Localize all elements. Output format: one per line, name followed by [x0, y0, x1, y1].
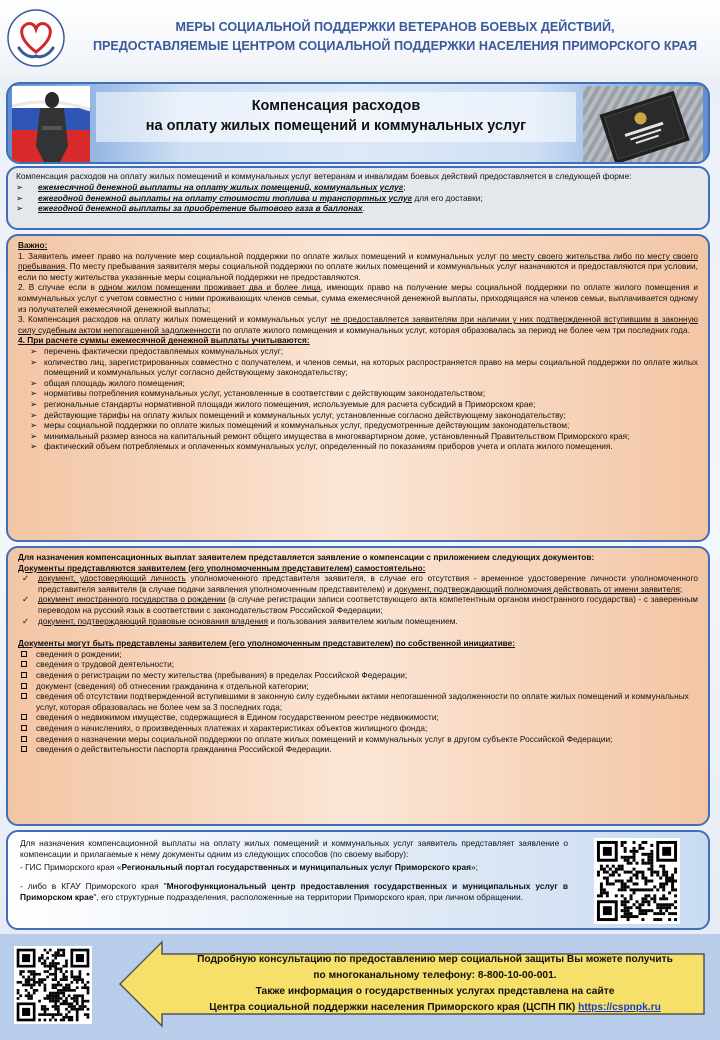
arrow-bullet-icon: ➢ [30, 430, 37, 441]
p3-tail: по оплате жилого помещения и коммунальных услуг, которая образовалась за период не более чем три последних года. [220, 324, 690, 335]
p3-text: 3. Компенсация расходов на оплату жилых помещений и коммунальных услуг [18, 314, 331, 325]
arrow-bullet-icon: ➢ [16, 181, 24, 192]
intro-item-text: ежегодной денежной выплаты на оплату стоимости топлива и транспортных услуг [38, 192, 413, 203]
important-heading: Важно: [18, 240, 48, 250]
header-title [70, 18, 720, 56]
p2-tail: , имеющих право на получение меры социальной поддержки по оплате жилого помещения и коммунальных услуг с учетом совместно с ними проживающих членов семьи, сумма ежемесячной денежной выплаты, приходящаяся на членов семьи, выплачивается одному из получателей ежемесячной денежной выплаты; [18, 282, 698, 314]
footer-qr-code-icon[interactable] [14, 946, 92, 1024]
list-item [16, 193, 700, 204]
document-text: уполномоченного представителя заявителя, в случае его отсутствия - временное удостоверение личности уполномоченного представителя заявителя (в случае подачи заявления уполномоченным представителем) и [38, 573, 698, 594]
self-document-item [18, 594, 698, 615]
factor-item [30, 399, 698, 410]
heart-hands-logo-icon [6, 8, 66, 68]
important-section [6, 234, 710, 542]
way2-text: - либо в КГАУ Приморского края " [20, 881, 167, 891]
own-documents-list [18, 649, 698, 755]
factor-text: фактический объем потребляемых и оплаченных коммунальных услуг, определенный по показаниям приборов учета и оплата жилого помещения. [44, 441, 613, 452]
footer-info [170, 952, 700, 1016]
veteran-certificate-photo-icon [583, 86, 703, 162]
title-line1: Компенсация расходов [251, 98, 421, 114]
own-document-text: сведения о назначении меры социальной поддержки по оплате жилых помещений и коммунальных услуг в другом субъекте Российской Федерации; [36, 733, 613, 744]
arrow-bullet-icon: ➢ [30, 356, 37, 367]
submission-way-1 [20, 862, 568, 873]
own-document-item [18, 691, 698, 712]
important-paragraph-3 [18, 314, 698, 335]
p1-underlined: по месту своего жительства либо по месту своего пребывания [18, 250, 699, 272]
document-name: документ, подтверждающий правовые основания владения [38, 615, 269, 626]
own-document-item [18, 744, 698, 755]
own-document-item [18, 649, 698, 660]
factor-text: общая площадь жилого помещения; [44, 377, 185, 388]
p2-text: 2. В случае если в [18, 282, 99, 293]
factor-text: перечень фактически предоставляемых коммунальных услуг; [44, 345, 284, 356]
checkbox-square-icon [21, 651, 27, 657]
checkmark-icon: ✓ [22, 594, 29, 605]
footer-line-4-text: Центра социальной поддержки населения Приморского края (ЦСПН ПК) [209, 1002, 579, 1013]
way2-mfc: Многофункциональный центр предоставления государственных и муниципальных услуг в Приморском крае [20, 881, 568, 902]
footer-line-1: Подробную консультацию по предоставлению мер социальной защиты Вы можете получить [197, 954, 673, 965]
footer-line-2: по многоканальному телефону: 8-800-10-00-001. [313, 970, 557, 981]
submission-way-2 [20, 881, 568, 903]
factor-text: региональные стандарты нормативной площади жилого помещения, используемые для расчета субсидий в Приморском крае; [44, 398, 536, 409]
checkmark-icon: ✓ [22, 573, 29, 584]
own-document-text: сведения о регистрации по месту жительства (пребывания) в пределах Российской Федерации; [36, 669, 408, 680]
self-document-item [18, 573, 698, 594]
document-text: (в случае регистрации записи соответствующего акта компетентным органом иностранного государства) - с заверенным переводом на русский язык в соответствии с законодательством Российской Федерации; [38, 594, 698, 615]
intro-item-tail: . [362, 203, 365, 214]
submission-section [6, 830, 710, 930]
factor-text: количество лиц, зарегистрированных совместно с получателем, и членов семьи, на которых распространяется право на меры социальной поддержки по оплате жилых помещений и коммунальных услуг согласно действующему законодательству; [44, 356, 698, 378]
p3-underlined: не предоставляется заявителям при наличии у них подтвержденной вступившим в законную силу судебным актом непогашенной задолженности [18, 314, 698, 335]
own-document-text: сведения об отсутствии подтвержденной вступившими в законную силу судебными актами непогашенной задолженности по оплате жилых помещений и коммунальных услуг, которая образовалась не более чем за 3 последних года; [36, 691, 689, 712]
list-item [16, 203, 700, 214]
checkbox-square-icon [21, 683, 27, 689]
documents-section [6, 546, 710, 826]
factor-item [30, 420, 698, 431]
factor-item [30, 388, 698, 399]
own-document-item [18, 659, 698, 670]
document-name: документ, удостоверяющий личность [38, 573, 186, 584]
own-document-text: сведения о начислениях, о произведенных платежах и характеристиках объектов жилищного фонда; [36, 722, 428, 733]
self-documents-heading: Документы представляются заявителем (его уполномоченным представителем) самостоятельно: [18, 562, 426, 573]
p1-tail: . По месту пребывания заявителя меры социальной поддержки по оплате жилых помещений и коммунальных услуг назначаются и предоставляются при условии, если по месту жительства указанные меры социальной поддержки не предоставляются. [18, 261, 698, 282]
important-paragraph-2 [18, 282, 698, 314]
checkbox-square-icon [21, 661, 27, 667]
page-title [96, 96, 576, 136]
soldier-flag-photo-icon [12, 86, 90, 162]
qr-code-icon[interactable] [594, 838, 680, 924]
checkbox-square-icon [21, 736, 27, 742]
own-document-item [18, 734, 698, 745]
self-document-item [18, 616, 698, 627]
arrow-bullet-icon: ➢ [30, 420, 37, 431]
document-name: документ, подтверждающий полномочия действовать от имени заявителя [394, 583, 680, 594]
factor-item [30, 441, 698, 452]
checkmark-icon: ✓ [22, 615, 29, 626]
intro-item-text: ежемесячной денежной выплаты на оплату жилых помещений, коммунальных услуг [38, 181, 404, 192]
own-document-text: сведения о действительности паспорта гражданина Российской Федерации. [36, 744, 332, 755]
intro-section [6, 166, 710, 230]
own-document-text: сведения о рождении; [36, 648, 122, 659]
way1-portal: Региональный портал государственных и муниципальных услуг Приморского края [121, 862, 471, 872]
factor-item [30, 346, 698, 357]
factor-text: нормативы потребления коммунальных услуг, установленные в соответствии с действующим законодательством; [44, 388, 486, 399]
footer-line-3: Также информация о государственных услугах представлена на сайте [255, 986, 615, 997]
important-paragraph-4: 4. При расчете суммы ежемесячной денежной выплаты учитываются: [18, 335, 310, 346]
document-text: ; [679, 583, 683, 594]
self-documents-list [18, 573, 698, 626]
factor-text: меры социальной поддержки по оплате жилых помещений и коммунальных услуг, предусмотренные действующим законодательством; [44, 420, 570, 431]
checkbox-square-icon [21, 746, 27, 752]
header-title-line2: ПРЕДОСТАВЛЯЕМЫЕ ЦЕНТРОМ СОЦИАЛЬНОЙ ПОДДЕРЖКИ НАСЕЛЕНИЯ ПРИМОРСКОГО КРАЯ [92, 39, 698, 53]
factor-item [30, 357, 698, 378]
own-document-text: сведения о трудовой деятельности; [36, 659, 175, 670]
checkbox-square-icon [21, 714, 27, 720]
intro-item-tail: для его доставки; [412, 192, 483, 203]
document-text: и пользования заявителем жилым помещением. [268, 615, 458, 626]
arrow-bullet-icon: ➢ [16, 203, 24, 214]
way1-text: - ГИС Приморского края « [20, 862, 122, 872]
own-document-text: сведения о недвижимом имуществе, содержащиеся в Едином государственном реестре недвижимости; [36, 712, 439, 723]
intro-list [16, 182, 700, 214]
checkbox-square-icon [21, 693, 27, 699]
factor-text: минимальный размер взноса на капитальный ремонт общего имущества в многоквартирном доме, установленный Правительством Приморского края; [44, 430, 630, 441]
own-document-text: документ (сведения) об отнесении гражданина к отдельной категории; [36, 680, 309, 691]
documents-intro: Для назначения компенсационных выплат заявителем представляется заявление о компенсации с приложением следующих документов: [18, 552, 595, 562]
arrow-bullet-icon: ➢ [30, 388, 37, 399]
arrow-bullet-icon: ➢ [16, 192, 24, 203]
header-title-line1: МЕРЫ СОЦИАЛЬНОЙ ПОДДЕРЖКИ ВЕТЕРАНОВ БОЕВЫХ ДЕЙСТВИЙ, [175, 20, 615, 34]
checkbox-square-icon [21, 725, 27, 731]
arrow-bullet-icon: ➢ [30, 345, 37, 356]
title-banner [6, 82, 710, 164]
page-header [0, 0, 720, 78]
document-name: документ иностранного государства о рождении [38, 594, 226, 605]
way2-tail: ", его структурные подразделения, расположенные на территории Приморского края, при личном обращении. [93, 892, 523, 902]
intro-text: Компенсация расходов на оплату жилых помещений и коммунальных услуг ветеранам и инвалидам боевых действий предоставляется в следующей форме: [16, 171, 632, 181]
p2-underlined: одном жилом помещении проживает два и более лица [98, 282, 321, 293]
arrow-bullet-icon: ➢ [30, 398, 37, 409]
title-line2: на оплату жилых помещений и коммунальных услуг [145, 118, 527, 134]
factor-text: действующие тарифы на оплату жилых помещений и коммунальных услуг, установленные согласно действующему законодательству; [44, 409, 566, 420]
own-document-item [18, 670, 698, 681]
factor-item [30, 378, 698, 389]
arrow-bullet-icon: ➢ [30, 409, 37, 420]
site-link[interactable]: https://cspnpk.ru [578, 1002, 661, 1013]
own-document-item [18, 723, 698, 734]
arrow-bullet-icon: ➢ [30, 441, 37, 452]
important-paragraph-1 [18, 251, 698, 283]
own-document-item [18, 712, 698, 723]
intro-item-text: ежегодной денежной выплаты за приобретение бытового газа в баллонах [38, 203, 363, 214]
list-item [16, 182, 700, 193]
p1-text: 1. Заявитель имеет право на получение мер социальной поддержки по оплате жилых помещений и коммунальных услуг [18, 250, 500, 261]
arrow-bullet-icon: ➢ [30, 377, 37, 388]
way1-tail: »; [471, 862, 478, 872]
own-documents-heading: Документы могут быть представлены заявителем (его уполномоченным представителем) по собственной инициативе: [18, 638, 516, 649]
submission-intro: Для назначения компенсационной выплаты на оплату жилых помещений и коммунальных услуг заявитель представляет заявление о компенсации и прилагаемые к нему документы одним из следующих способов (по своему выбору): [20, 838, 568, 859]
footer-line-4 [170, 1000, 700, 1016]
factor-item [30, 431, 698, 442]
factor-item [30, 410, 698, 421]
factors-list [18, 346, 698, 452]
checkbox-square-icon [21, 672, 27, 678]
own-document-item [18, 681, 698, 692]
intro-item-tail: ; [403, 181, 406, 192]
